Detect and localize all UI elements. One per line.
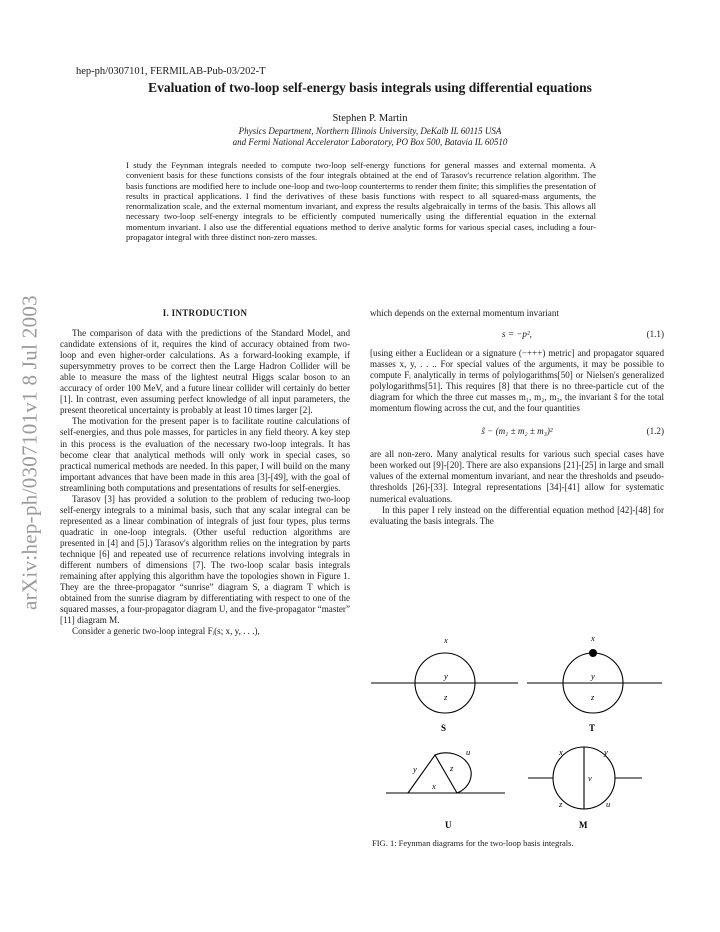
report-id: hep-ph/0307101, FERMILAB-Pub-03/202-T xyxy=(76,66,266,77)
right-column xyxy=(370,308,664,527)
label-s-y: y xyxy=(444,671,448,681)
abstract: I study the Feynman integrals needed to compute two-loop self-energy functions for general masses and external momenta. A convenient basis for these functions consists of the four integrals obtained at the end of Tarasov's recurrence relation algorithm. The basis functions are modified here to include one-loop and two-loop counterterms to render them finite; this simplifies the presentation of results in practical applications. I find the derivatives of these basis functions with respect to all squared-mass arguments, the renormalization scale, and the external momentum invariant, and express the results algebraically in terms of the basis. This allows all necessary two-loop self-energy integrals to be efficiently computed numerically using the differential equation in the external momentum invariant. I also use the differential equations method to derive analytic forms for various special cases, including a four-propagator integral with three distinct non-zero masses. xyxy=(126,160,596,242)
label-m-v: v xyxy=(588,773,592,783)
label-m-z: z xyxy=(559,799,563,809)
affiliation-2: and Fermi National Accelerator Laboratory, PO Box 500, Batavia IL 60510 xyxy=(232,137,508,147)
paragraph: which depends on the external momentum invariant xyxy=(370,308,559,318)
author: Stephen P. Martin xyxy=(332,113,408,124)
label-t-z: z xyxy=(591,692,595,702)
equation-expression: s = −p², xyxy=(502,329,532,340)
figure-1 xyxy=(370,575,664,835)
label-m: M xyxy=(579,820,588,830)
label-t-x: x xyxy=(591,633,595,643)
label-s: S xyxy=(441,723,447,733)
label-u-u: u xyxy=(466,747,471,757)
paper-title: Evaluation of two-loop self-energy basis integrals using differential equations xyxy=(148,80,592,95)
paragraph: are all non-zero. Many analytical results for various such special cases have been worked out [9]-[20]. There are also expansions [21]-[25] in large and small values of the external momentum invariant, and near the thresholds and pseudo-thresholds [26]-[33]. Integral representations [34]-[41] allow for systematic numerical evaluations. xyxy=(370,449,664,504)
label-s-z: z xyxy=(444,692,448,702)
label-u-x: x xyxy=(432,781,436,791)
affiliation-1: Physics Department, Northern Illinois University, DeKalb IL 60115 USA xyxy=(238,126,502,136)
label-u-z: z xyxy=(450,763,454,773)
equation-1-1 xyxy=(370,329,664,343)
paragraph: [using either a Euclidean or a signature (−+++) metric] and propagator squared masses x, y, . . .. For special values of the arguments, it may be possible to compute Fᵢ analytically in terms of polylogarithms[50] or Nielsen's generalized polylogarithms[51]. This requires [8] that there is no three-particle cut of the diagram for which the three cut masses m₁, m₂, m₃, the invariant ŝ for the total momentum flowing across the cut, and the four quantities xyxy=(370,348,664,414)
label-t: T xyxy=(589,723,596,733)
label-t-y: y xyxy=(591,671,595,681)
paragraph: The motivation for the present paper is to facilitate routine calculations of self-energies, and thus pole masses, for particles in any field theory. A key step in this process is the evaluation of the necessary two-loop integrals. It has become clear that analytical methods will only work in special cases, so practical numerical methods are needed. In this paper, I will build on the many important advances that have been made in this area [3]-[49], with the goal of streamlining both computations and presentations of results for self-energies. xyxy=(60,416,350,493)
label-s-x: x xyxy=(444,635,448,645)
equation-number: (1.1) xyxy=(646,329,664,340)
arxiv-stamp: arXiv:hep-ph/0307101v1 8 Jul 2003 xyxy=(17,295,42,610)
diagram-t-mass-insertion-dot xyxy=(589,649,597,657)
label-m-u: u xyxy=(606,799,611,809)
figure-caption: FIG. 1: Feynman diagrams for the two-loop basis integrals. xyxy=(372,838,574,848)
paragraph: Consider a generic two-loop integral Fᵢ(s; x, y, . . .), xyxy=(72,626,260,637)
paragraph: The comparison of data with the predictions of the Standard Model, and candidate extensions of it, requires the kind of accuracy obtained from two-loop and even higher-order calculations. As a forward-looking example, if supersymmetry proves to be correct then the Large Hadron Collider will be able to measure the mass of the lightest neutral Higgs scalar boson to an accuracy of order 100 MeV, and a future linear collider will certainly do better [1]. In contrast, even assuming perfect knowledge of all input parameters, the present theoretical uncertainty is probably at least 10 times larger [2]. xyxy=(60,328,350,416)
diagram-u xyxy=(386,753,505,793)
diagram-t xyxy=(527,653,662,713)
equation-number: (1.2) xyxy=(646,426,664,437)
diagram-m xyxy=(528,747,642,809)
label-u-y: y xyxy=(413,764,417,774)
section-heading: I. INTRODUCTION xyxy=(162,308,248,318)
label-m-x: x xyxy=(559,747,563,757)
label-u: U xyxy=(445,820,452,830)
feynman-diagrams xyxy=(370,575,664,835)
paragraph: Tarasov [3] has provided a solution to the problem of reducing two-loop self-energy integrals to a minimal basis, such that any scalar integral can be represented as a linear combination of integrals of just four types, plus terms quadratic in one-loop integrals. (Other useful reduction algorithms are presented in [4] and [5].) Tarasov's algorithm relies on the integration by parts technique [6] and repeated use of recurrence relations involving integrals in different numbers of dimensions [7]. The two-loop scalar basis integrals remaining after applying this algorithm have the topologies shown in Figure 1. They are the three-propagator “sunrise” diagram S, a diagram T which is obtained from the sunrise diagram by differentiating with respect to one of the squared masses, a four-propagator diagram U, and the five-propagator “master” [11] diagram M. xyxy=(60,493,350,626)
label-m-y: y xyxy=(604,747,608,757)
paragraph: In this paper I rely instead on the differential equation method [42]-[48] for evaluating the basis integrals. The xyxy=(370,504,664,526)
left-column xyxy=(60,308,350,637)
equation-expression: ŝ − (m₁ ± m₂ ± m₃)² xyxy=(481,426,553,437)
equation-1-2 xyxy=(370,426,664,440)
diagram-s xyxy=(371,653,518,713)
